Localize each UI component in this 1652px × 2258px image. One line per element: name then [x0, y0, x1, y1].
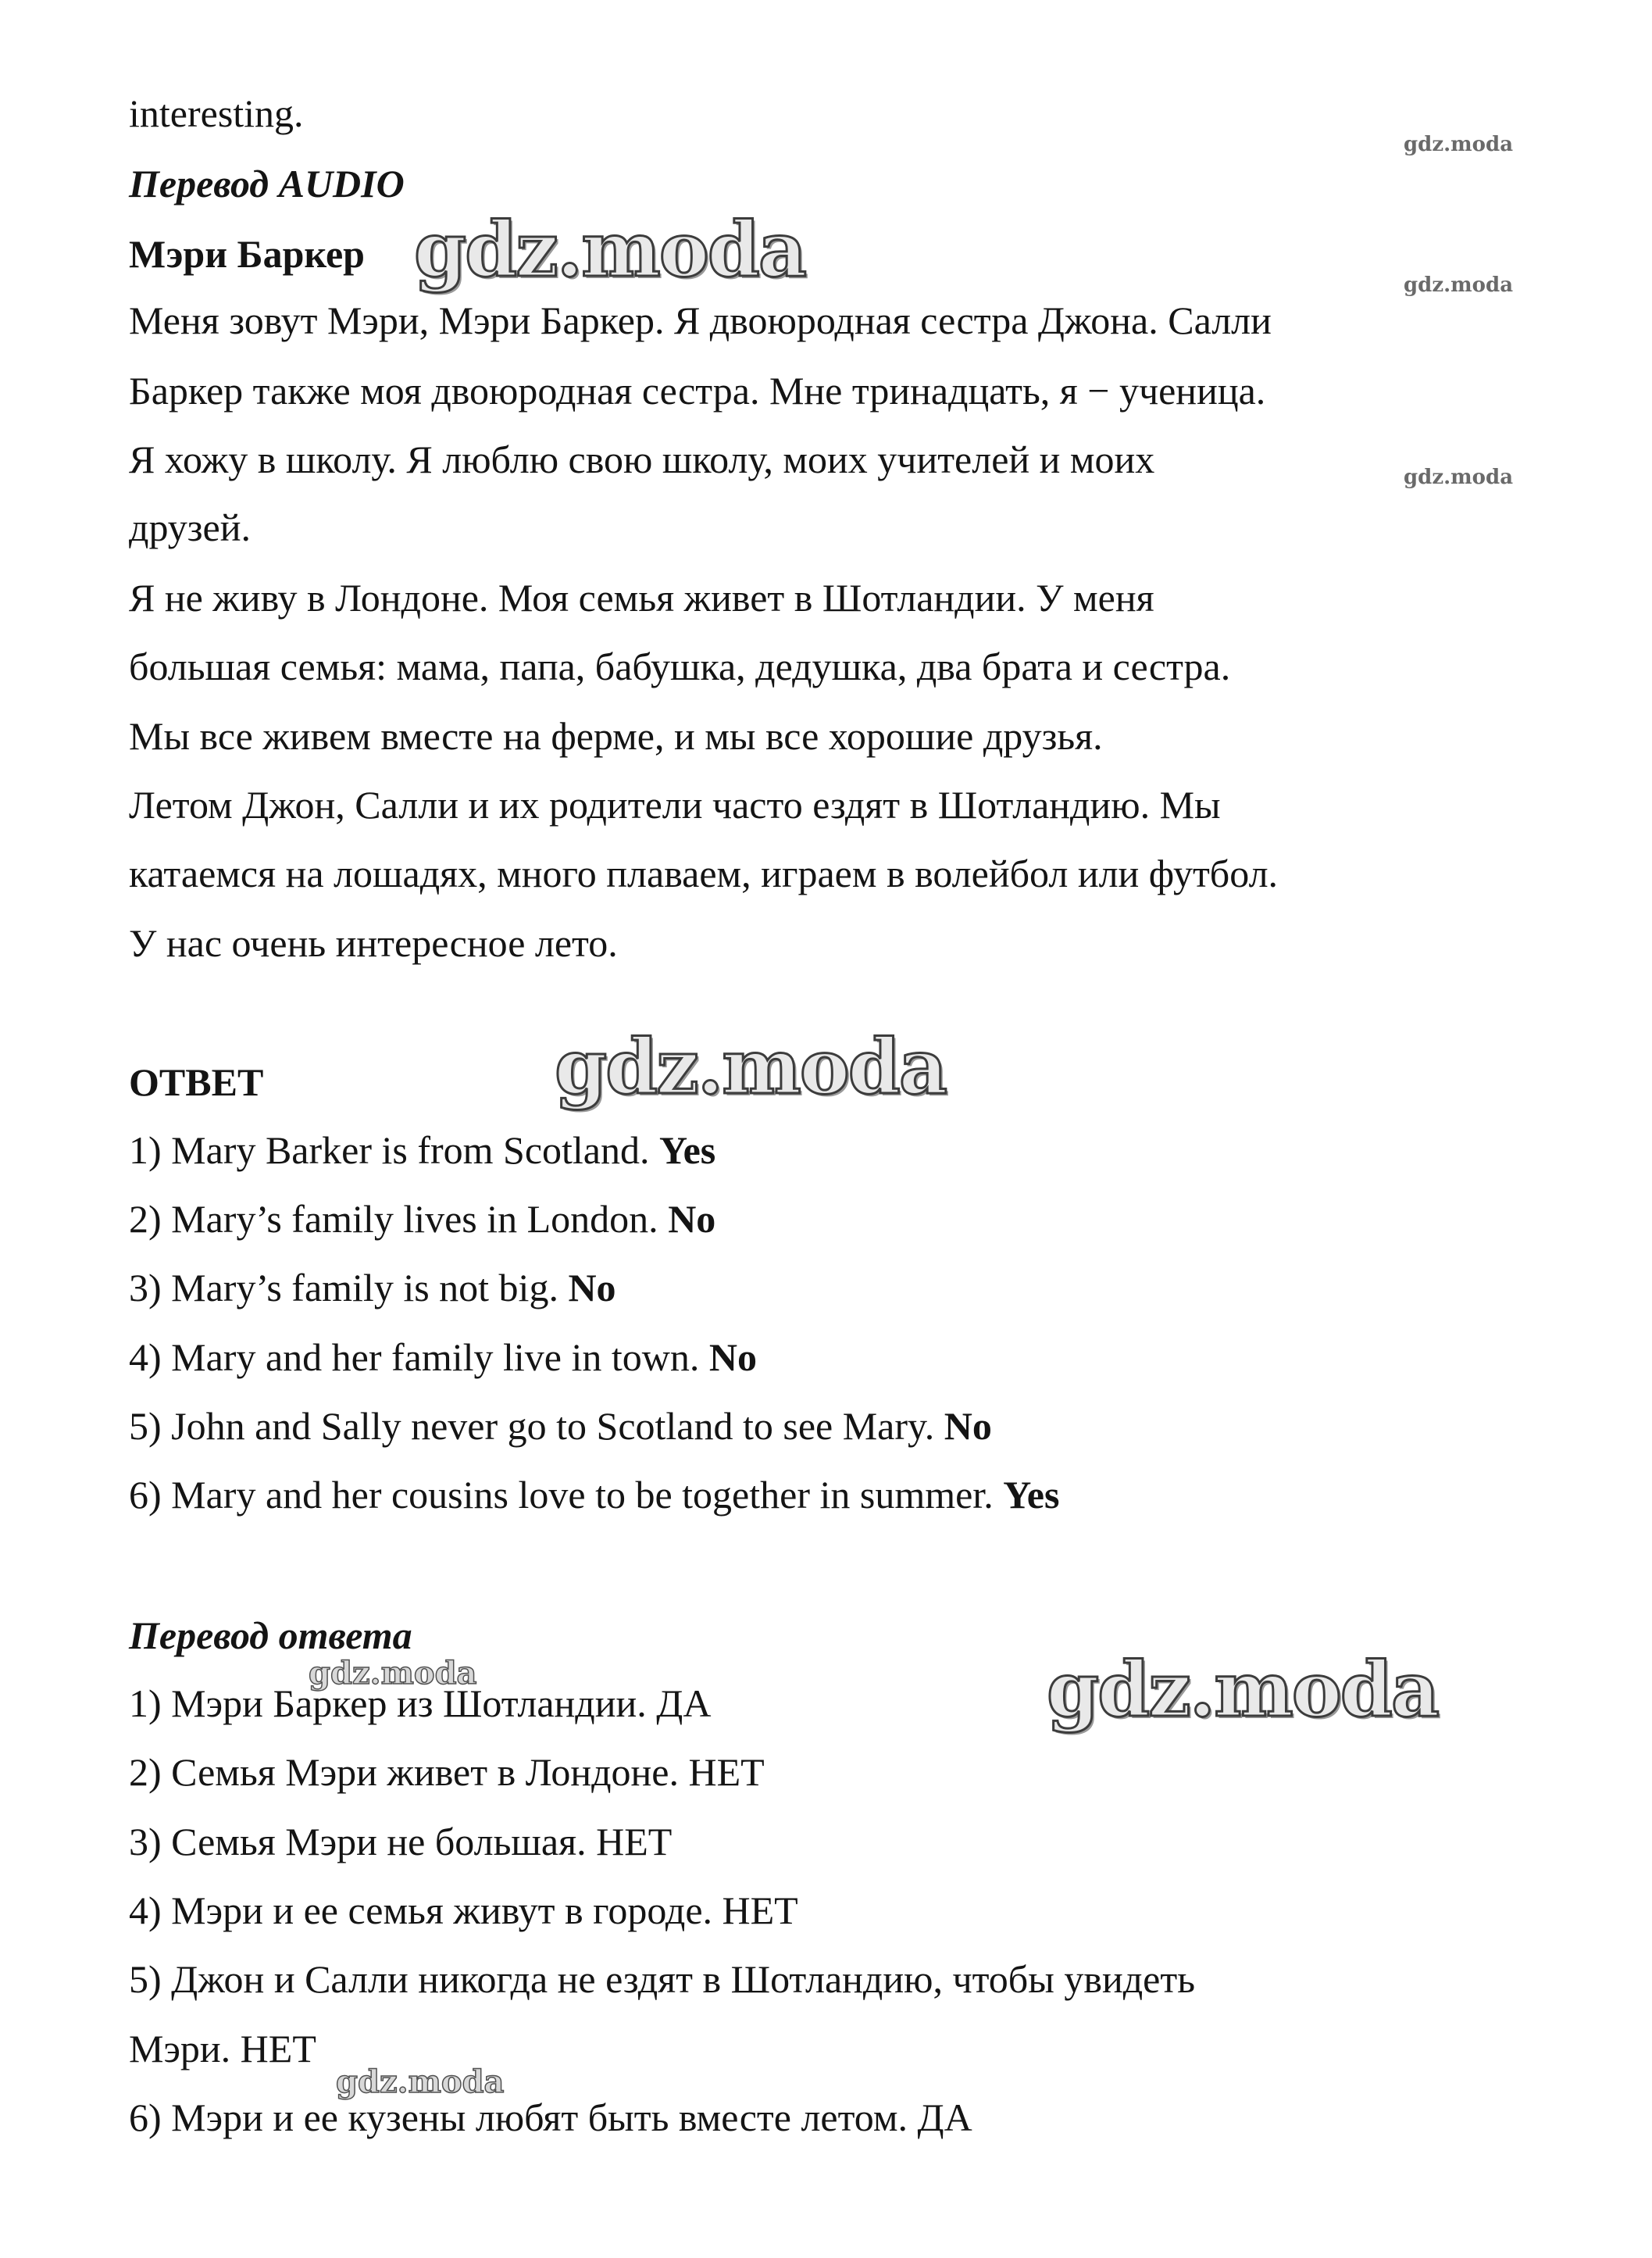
watermark-medium: gdz.moda — [336, 2063, 505, 2100]
answer-verdict: No — [708, 1335, 757, 1379]
translation-item: 2) Семья Мэри живет в Лондоне. НЕТ — [129, 1750, 765, 1794]
text-line: Баркер также моя двоюродная сестра. Мне тринадцать, я − ученица. — [129, 369, 1266, 413]
translation-item: Мэри. НЕТ — [129, 2027, 316, 2070]
heading-answer-translation: Перевод ответа — [129, 1613, 412, 1657]
watermark-small: gdz.moda — [1404, 466, 1514, 489]
answer-item: 2) Mary’s family lives in London. No — [129, 1197, 716, 1241]
text-line: Я не живу в Лондоне. Моя семья живет в Шотландии. У меня — [129, 576, 1154, 620]
answer-verdict: No — [944, 1404, 992, 1448]
translation-item: 3) Семья Мэри не большая. НЕТ — [129, 1820, 673, 1863]
translation-item: 5) Джон и Салли никогда не ездят в Шотландию, чтобы увидеть — [129, 1957, 1195, 2001]
translation-item: 1) Мэри Баркер из Шотландии. ДА — [129, 1681, 712, 1725]
translation-item: 4) Мэри и ее семья живут в городе. НЕТ — [129, 1888, 798, 1932]
answer-verdict: No — [568, 1266, 616, 1309]
watermark-medium: gdz.moda — [309, 1655, 477, 1692]
heading-audio-translation: Перевод AUDIO — [129, 162, 405, 205]
translation-item: 6) Мэри и ее кузены любят быть вместе летом. ДА — [129, 2095, 972, 2139]
answer-verdict: No — [668, 1197, 716, 1241]
text-line: большая семья: мама, папа, бабушка, дедушка, два брата и сестра. — [129, 645, 1231, 688]
answer-item: 5) John and Sally never go to Scotland to see Mary. No — [129, 1404, 992, 1448]
answer-item: 6) Mary and her cousins love to be together in summer. Yes — [129, 1473, 1060, 1517]
text-line: Мы все живем вместе на ферме, и мы все хорошие друзья. — [129, 714, 1103, 758]
text-line: Летом Джон, Салли и их родители часто ездят в Шотландию. Мы — [129, 783, 1221, 827]
watermark-logo: gdz.moda — [1047, 1645, 1439, 1734]
text-line: interesting. — [129, 91, 304, 135]
heading-answer: ОТВЕТ — [129, 1060, 264, 1104]
speaker-name: Мэри Баркер — [129, 232, 365, 276]
text-line: Я хожу в школу. Я люблю свою школу, моих учителей и моих — [129, 438, 1155, 481]
answer-item: 1) Mary Barker is from Scotland. Yes — [129, 1128, 716, 1172]
watermark-logo: gdz.moda — [414, 205, 806, 294]
answer-verdict: Yes — [659, 1128, 716, 1172]
answer-item: 3) Mary’s family is not big. No — [129, 1266, 616, 1309]
watermark-logo: gdz.moda — [555, 1023, 947, 1111]
answer-verdict: Yes — [1003, 1473, 1060, 1517]
watermark-small: gdz.moda — [1404, 273, 1514, 297]
text-line: катаемся на лошадях, много плаваем, играем в волейбол или футбол. — [129, 852, 1279, 895]
answer-item: 4) Mary and her family live in town. No — [129, 1335, 757, 1379]
text-line: друзей. — [129, 506, 251, 549]
watermark-small: gdz.moda — [1404, 133, 1514, 156]
text-line: У нас очень интересное лето. — [129, 921, 618, 965]
text-line: Меня зовут Мэри, Мэри Баркер. Я двоюродная сестра Джона. Салли — [129, 298, 1272, 342]
